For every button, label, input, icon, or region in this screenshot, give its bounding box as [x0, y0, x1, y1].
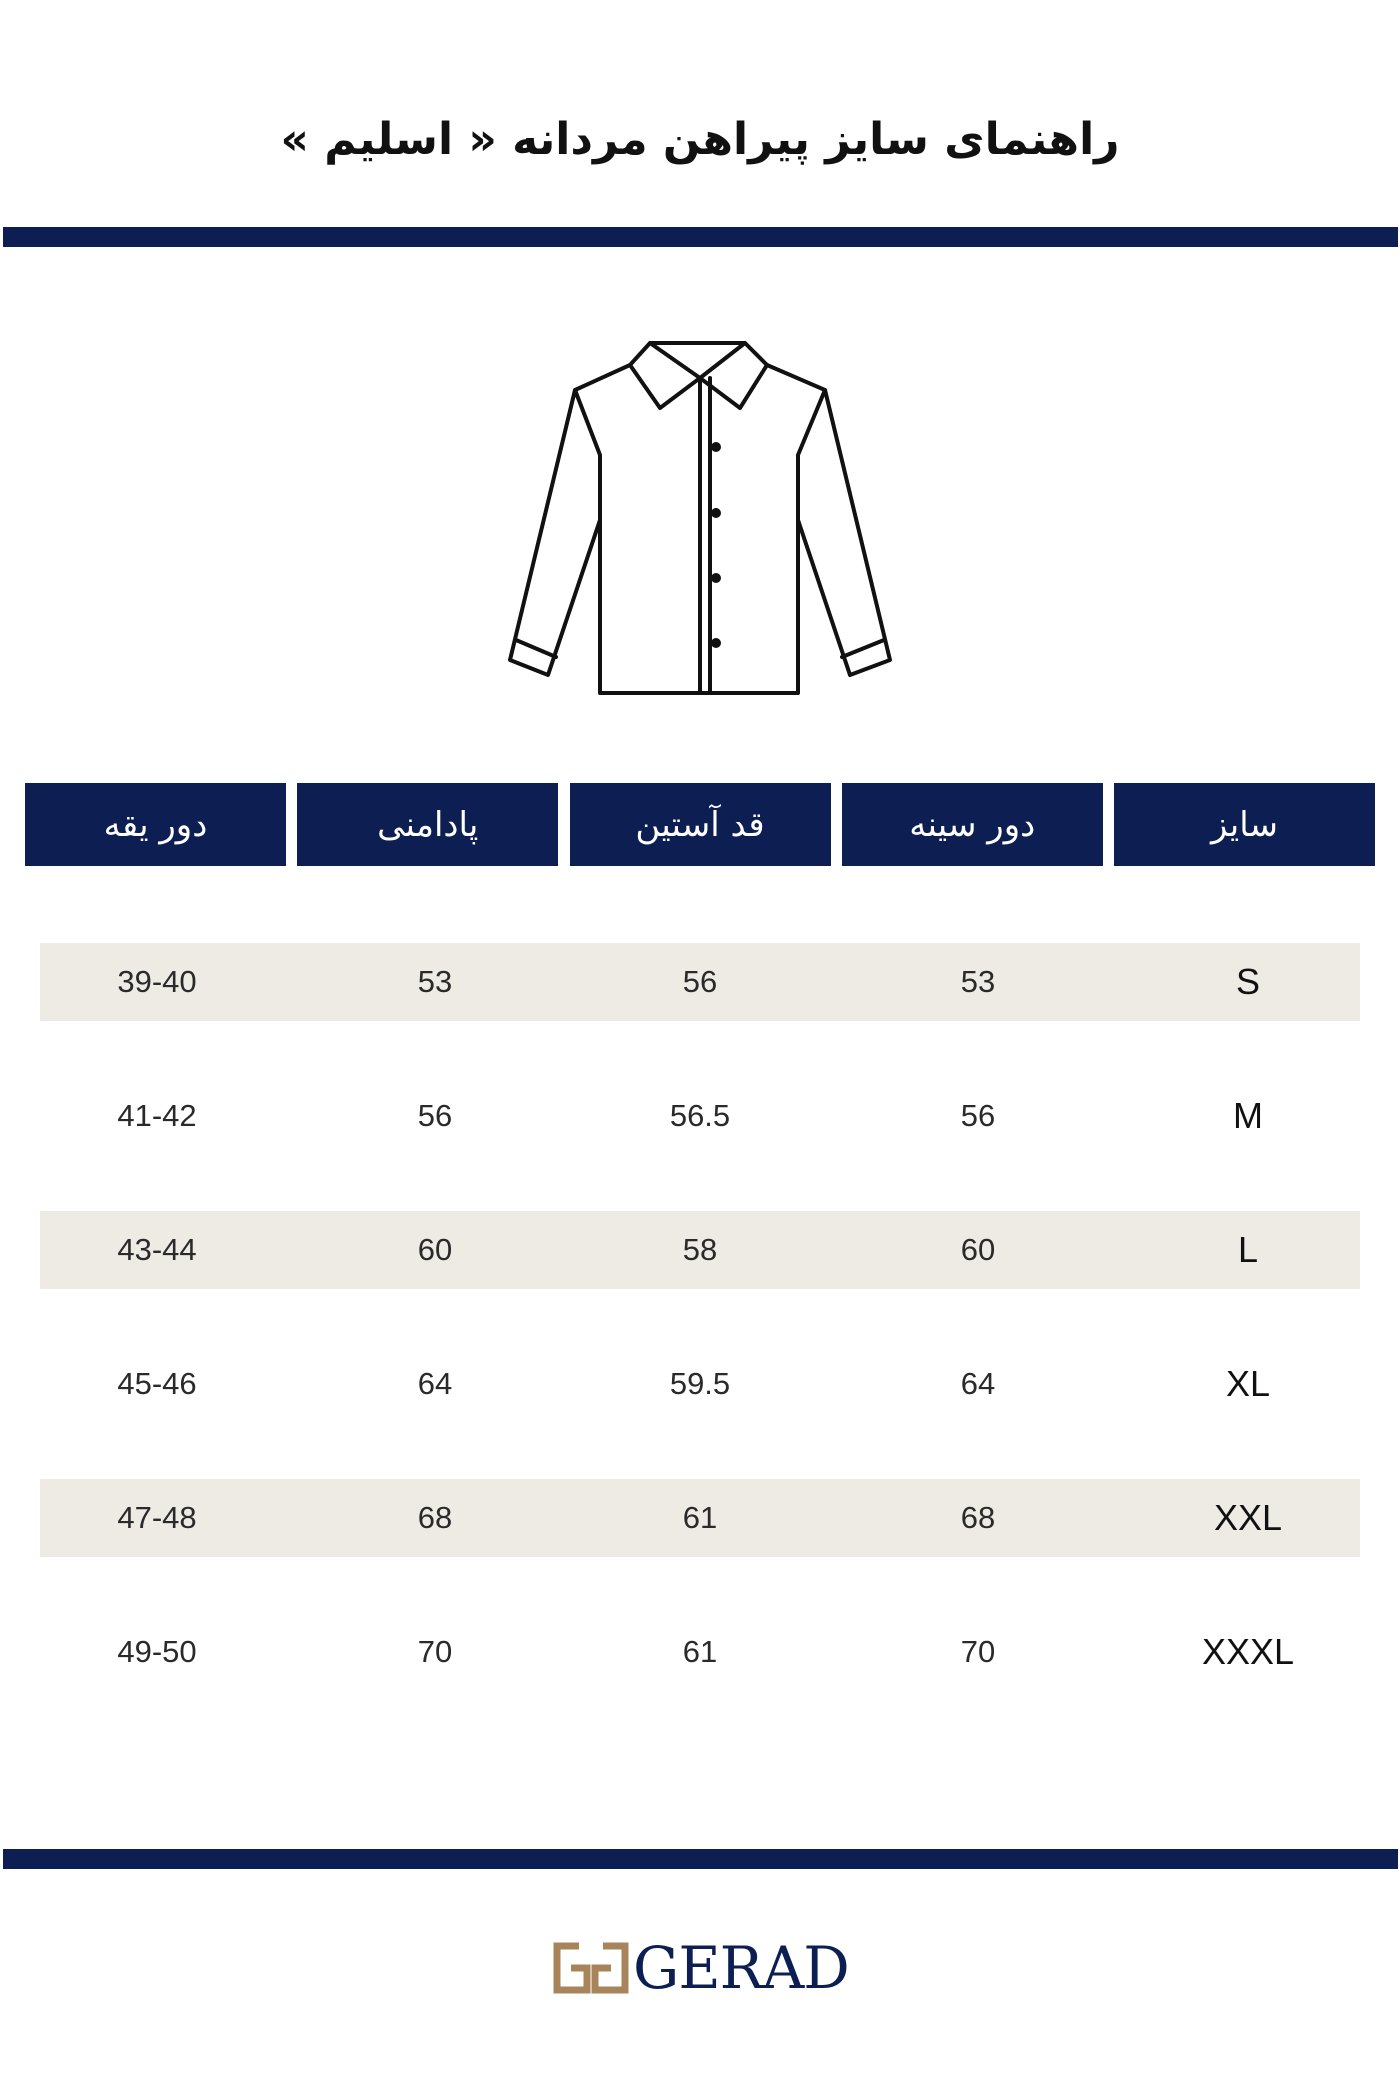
sleeve-cell: 56: [682, 964, 718, 999]
size-cell: XXL: [1213, 1497, 1283, 1538]
size-table: [40, 943, 1360, 1747]
size-cell: XXXL: [1201, 1631, 1295, 1672]
sleeve-cell: 58: [682, 1232, 718, 1267]
sleeve-cell: 61: [682, 1500, 718, 1535]
chest-cell: 56: [960, 1098, 996, 1133]
bottom-divider: [3, 1849, 1398, 1869]
hip-cell: 56: [417, 1098, 453, 1133]
chest-cell: 68: [960, 1500, 996, 1535]
brand-logo: [553, 1934, 849, 2002]
chest-cell: 64: [960, 1366, 996, 1401]
hip-cell: 53: [417, 964, 453, 999]
chest-cell: 70: [960, 1634, 996, 1669]
size-cell: M: [1233, 1095, 1263, 1136]
header-sleeve-length: قد آستین: [570, 783, 831, 866]
page-title: راهنمای سایز پیراهن مردانه « اسلیم »: [280, 114, 1120, 165]
table-row: [40, 1345, 1360, 1423]
sleeve-cell: 56.5: [669, 1098, 731, 1133]
table-row: [40, 1613, 1360, 1691]
brand-name: GERAD: [633, 1934, 849, 2002]
hip-cell: 68: [417, 1500, 453, 1535]
gerad-logo-mark-icon: [553, 1942, 629, 1994]
sleeve-cell: 59.5: [669, 1366, 731, 1401]
size-cell: S: [1235, 961, 1260, 1002]
hip-cell: 70: [417, 1634, 453, 1669]
chest-cell: 53: [960, 964, 996, 999]
table-row: [40, 943, 1360, 1021]
header-hip: پادامنی: [297, 783, 558, 866]
neck-cell: 49-50: [117, 1634, 197, 1669]
chest-cell: 60: [960, 1232, 996, 1267]
hip-cell: 60: [417, 1232, 453, 1267]
sleeve-cell: 61: [682, 1634, 718, 1669]
header-size: سایز: [1114, 783, 1375, 866]
top-divider: [3, 227, 1398, 247]
hip-cell: 64: [417, 1366, 453, 1401]
neck-cell: 39-40: [117, 964, 197, 999]
table-row: [40, 1479, 1360, 1557]
size-cell: XL: [1225, 1363, 1271, 1404]
neck-cell: 43-44: [117, 1232, 197, 1267]
neck-cell: 41-42: [117, 1098, 197, 1133]
header-chest: دور سینه: [842, 783, 1103, 866]
size-cell: L: [1237, 1229, 1259, 1270]
header-neck: دور یقه: [25, 783, 286, 866]
neck-cell: 47-48: [117, 1500, 197, 1535]
table-header: [25, 783, 1375, 866]
table-row: [40, 1077, 1360, 1155]
neck-cell: 45-46: [117, 1366, 197, 1401]
shirt-icon: [480, 335, 920, 705]
table-row: [40, 1211, 1360, 1289]
